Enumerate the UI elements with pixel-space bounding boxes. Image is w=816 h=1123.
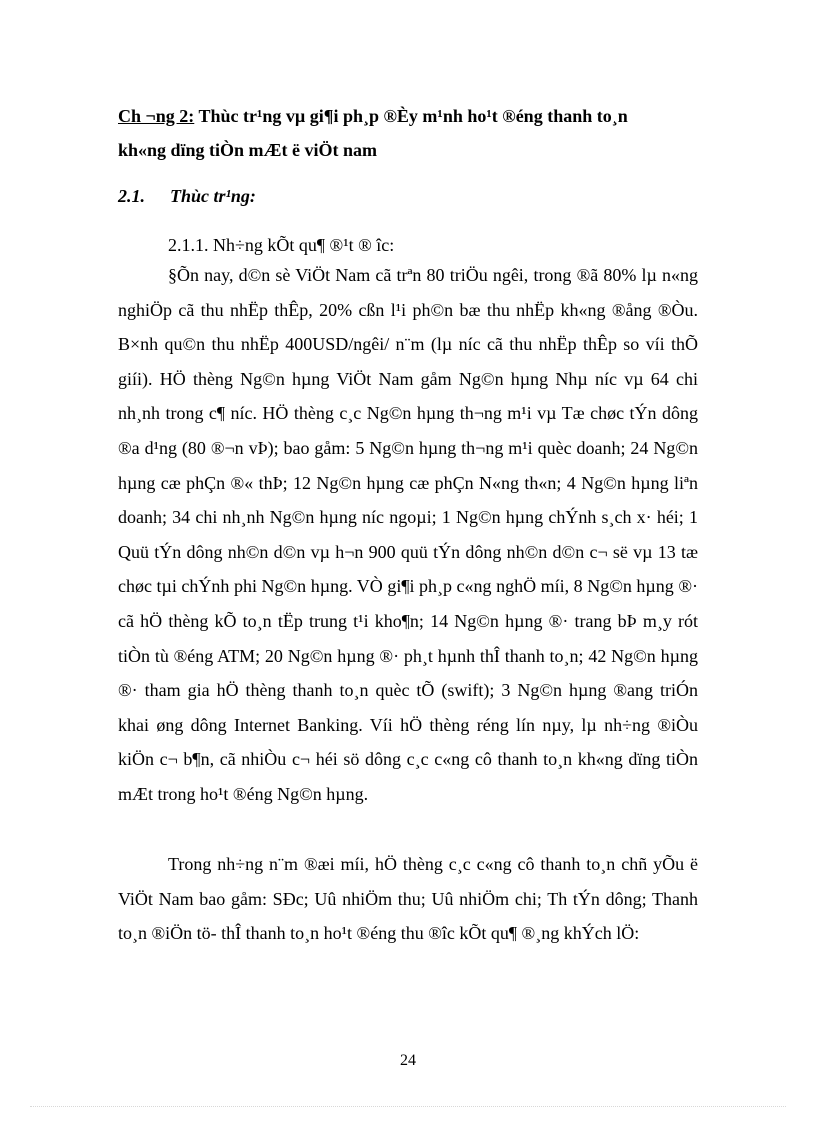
chapter-prefix: Ch ¬ng 2:	[118, 106, 195, 126]
section-number: 2.1.	[118, 186, 145, 206]
body-paragraph-1: §Õn nay, d©n sè ViÖt Nam cã trªn 80 triÖu ngêi, trong ®ã 80% lµ n«ng nghiÖp cã thu nhËp thÊp, 20% cßn l¹i ph©n bæ thu nhËp kh«ng ®ång ®Òu. B×nh qu©n thu nhËp 400USD/ngêi/ n¨m (lµ níc cã thu nhËp thÊp so víi thÕ giíi). HÖ thèng Ng©n hµng ViÖt Nam gåm Ng©n hµng Nhµ níc vµ 64 chi nh¸nh trong c¶ níc. HÖ thèng c¸c Ng©n hµng th¬ng m¹i vµ Tæ chøc tÝn dông ®a d¹ng (80 ®¬n vÞ); bao gåm: 5 Ng©n hµng th¬ng m¹i quèc doanh; 24 Ng©n hµng cæ phÇn ®« thÞ; 12 Ng©n hµng cæ phÇn N«ng th«n; 4 Ng©n hµng liªn doanh; 34 chi nh¸nh Ng©n hµng níc ngoµi; 1 Ng©n hµng chÝnh s¸ch x· héi; 1 Quü tÝn dông nh©n d©n vµ h¬n 900 quü tÝn dông nh©n d©n c¬ së vµ 13 tæ chøc tµi chÝnh phi Ng©n hµng. VÒ gi¶i ph¸p c«ng nghÖ míi, 8 Ng©n hµng ®· cã hÖ thèng kÕ to¸n tËp trung t¹i kho¶n; 14 Ng©n hµng ®· trang bÞ m¸y rót tiÒn tù ®éng ATM; 20 Ng©n hµng ®· ph¸t hµnh thÎ thanh to¸n; 42 Ng©n hµng ®· tham gia hÖ thèng thanh to¸n quèc tÕ (swift); 3 Ng©n hµng ®ang triÓn khai øng dông Internet Banking. Víi hÖ thèng réng lín nµy, lµ nh÷ng ®iÒu kiÖn c¬ b¶n, cã nhiÒu c¬ héi sö dông c¸c c«ng cô thanh to¸n kh«ng dïng tiÒn mÆt trong ho¹t ®éng Ng©n hµng.	[118, 265, 698, 804]
chapter-title-line-2: kh«ng dïng tiÒn mÆt ë viÖt nam	[118, 140, 378, 160]
subsection-heading: 2.1.1. Nh÷ng kÕt qu¶ ®¹t ® îc:	[168, 235, 395, 255]
section-heading	[118, 186, 518, 207]
chapter-heading-line-1	[118, 99, 718, 133]
page-number: 24	[400, 1052, 416, 1069]
section-title: Thùc tr¹ng:	[170, 186, 256, 206]
chapter-title-line-1: Thùc tr¹ng vµ gi¶i ph¸p ®Èy m¹nh ho¹t ®éng thanh to¸n	[194, 106, 628, 126]
body-paragraph-2: Trong nh÷ng n¨m ®æi míi, hÖ thèng c¸c c«ng cô thanh to¸n chñ yÕu ë ViÖt Nam bao gåm: SÐc; Uû nhiÖm thu; Uû nhiÖm chi; Th tÝn dông; Thanh to¸n ®iÖn tö- thÎ thanh to¸n ho¹t ®éng thu ®îc kÕt qu¶ ®¸ng khÝch lÖ:	[118, 854, 698, 944]
page-bottom-rule	[30, 1106, 786, 1107]
